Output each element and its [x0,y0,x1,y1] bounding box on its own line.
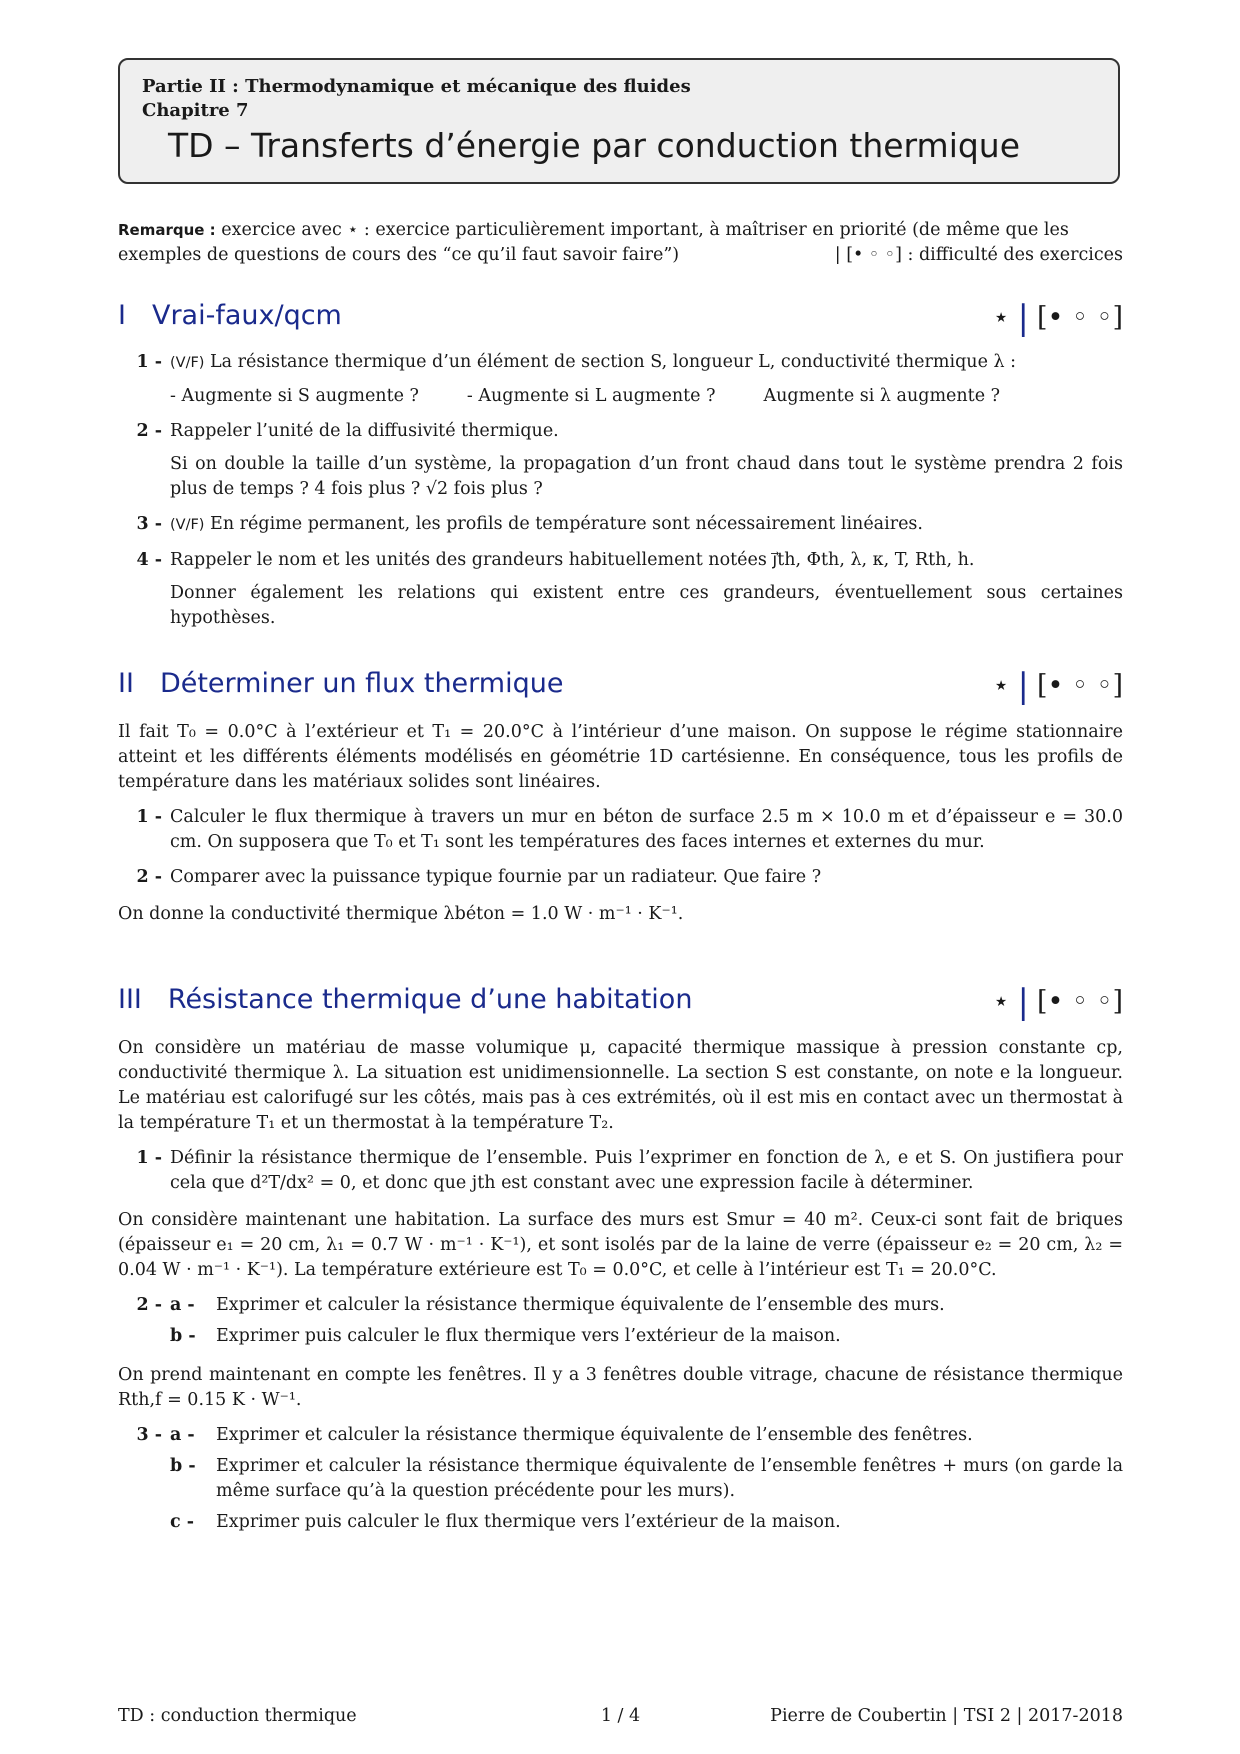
option-text: - Augmente si S augmente ? [170,386,419,406]
page-footer [118,1706,1123,1726]
separator-bar: | [1017,298,1029,338]
sub-question [170,1510,1123,1535]
question-text: Rappeler le nom et les unités des grandeurs habituellement notées j⃗th, Φth, λ, κ, T, Rth, h. [170,550,975,570]
page-number: 1 / 4 [600,1706,641,1726]
difficulty-indicator [993,982,1123,1022]
remark-legend: | [• ◦ ◦] : difficulté des exercices [834,245,1123,265]
sub-question-label: a - [170,1425,195,1445]
star-icon: ⋆ [992,670,1010,701]
remark-text-line1: exercice avec ⋆ : exercice particulièrement important, à maîtriser en priorité (de même que les [221,220,1069,240]
section-3 [118,984,1123,1541]
section-2 [118,668,1123,927]
remark-block [118,218,1123,268]
sub-question-text: Exprimer et calculer la résistance thermique équivalente de l’ensemble fenêtres + murs (on garde la même surface qu’à la question précédente pour les murs). [216,1456,1123,1501]
section-title [118,668,563,699]
page-title: TD – Transferts d’énergie par conduction thermique [168,126,1021,165]
section-title-text: Résistance thermique d’une habitation [167,984,693,1015]
section-title [118,984,692,1015]
question-number: 1 - [136,807,162,827]
question-text: Rappeler l’unité de la diffusivité thermique. [170,421,559,441]
sub-question [170,1293,1123,1318]
paragraph: On considère maintenant une habitation. La surface des murs est Smur = 40 m². Ceux-ci sont fait de briques (épaisseur e₁ = 20 cm, λ₁ = 0.7 W · m⁻¹ · K⁻¹), et sont isolés par de la laine de verre (épaisseur e₂ = 20 cm, λ₂ = 0.04 W · m⁻¹ · K⁻¹). La température extérieure est T₀ = 0.0°C, et celle à l’intérieur est T₁ = 20.0°C. [118,1210,1123,1280]
section-number: I [118,300,126,331]
separator-bar: | [1017,982,1029,1022]
sub-question-label: a - [170,1295,195,1315]
difficulty-indicator [993,666,1123,706]
section-1 [118,300,1123,631]
chapter-label: Chapitre 7 [142,100,249,121]
question-text: La résistance thermique d’un élément de section S, longueur L, conductivité thermique λ : [210,352,1017,372]
true-false-tag: (V/F) [170,517,205,533]
difficulty-indicator [993,298,1123,338]
sub-question-text: Exprimer et calculer la résistance thermique équivalente de l’ensemble des murs. [216,1295,945,1315]
section-title [118,300,342,331]
paragraph: On donne la conductivité thermique λbéton = 1.0 W · m⁻¹ · K⁻¹. [118,904,684,924]
paragraph: Il fait T₀ = 0.0°C à l’extérieur et T₁ = 20.0°C à l’intérieur d’une maison. On suppose le régime stationnaire atteint et les différents éléments modélisés en géométrie 1D cartésienne. En conséquence, tous les profils de température dans les matériaux solides sont linéaires. [118,722,1123,792]
section-number: II [118,668,134,699]
sub-question-label: c - [170,1512,195,1532]
star-icon: ⋆ [992,986,1010,1017]
sub-question [170,1324,1123,1349]
sub-question-text: Exprimer et calculer la résistance thermique équivalente de l’ensemble des fenêtres. [216,1425,973,1445]
option-text: - Augmente si L augmente ? [466,386,716,406]
sub-question-label: b - [170,1456,196,1476]
paragraph: On prend maintenant en compte les fenêtres. Il y a 3 fenêtres double vitrage, chacune de résistance thermique Rth,f = 0.15 K · W⁻¹. [118,1365,1123,1410]
section-title-text: Vrai-faux/qcm [151,300,342,331]
question-item [118,548,1123,631]
question-item [118,1423,1123,1541]
sub-question-text: Exprimer puis calculer le flux thermique vers l’extérieur de la maison. [216,1512,841,1532]
footer-left: TD : conduction thermique [118,1706,357,1726]
question-number: 3 - [136,514,162,534]
remark-text-line2: exemples de questions de cours des “ce qu’il faut savoir faire”) [118,245,680,265]
difficulty-dots: [• ◦ ◦] [1036,986,1123,1017]
sub-question-text: Exprimer puis calculer le flux thermique vers l’extérieur de la maison. [216,1326,841,1346]
question-item [118,512,1123,538]
question-number: 3 - [136,1425,162,1445]
star-icon: ⋆ [992,302,1010,333]
question-text: Comparer avec la puissance typique fournie par un radiateur. Que faire ? [170,867,822,887]
remark-label: Remarque : [118,221,216,239]
section-heading [118,668,1123,708]
question-number: 4 - [136,550,162,570]
question-text: Si on double la taille d’un système, la propagation d’un front chaud dans tout le système prendra 2 fois plus de temps ? 4 fois plus ? √2 fois plus ? [170,454,1123,499]
question-item [118,1293,1123,1355]
question-number: 1 - [136,1148,162,1168]
question-number: 1 - [136,352,162,372]
difficulty-dots: [• ◦ ◦] [1036,302,1123,333]
option-text: Augmente si λ augmente ? [763,386,1001,406]
question-item [118,419,1123,502]
footer-right: Pierre de Coubertin | TSI 2 | 2017-2018 [770,1706,1123,1726]
question-text: Donner également les relations qui existent entre ces grandeurs, éventuellement sous certaines hypothèses. [170,583,1123,628]
question-item [118,805,1123,855]
true-false-tag: (V/F) [170,355,205,371]
difficulty-dots: [• ◦ ◦] [1036,670,1123,701]
question-item [118,865,1123,890]
question-number: 2 - [136,1295,162,1315]
part-label: Partie II : Thermodynamique et mécanique des fluides [142,76,691,97]
question-text: En régime permanent, les profils de température sont nécessairement linéaires. [210,514,923,534]
chapter-header [118,58,1120,184]
separator-bar: | [1017,666,1029,706]
sub-question-label: b - [170,1326,196,1346]
section-number: III [118,984,142,1015]
question-item [118,350,1123,409]
question-text: Définir la résistance thermique de l’ensemble. Puis l’exprimer en fonction de λ, e et S. On justifiera pour cela que d²T/dx² = 0, et donc que jth est constant avec une expression facile à déterminer. [170,1148,1123,1193]
option-row [170,384,1123,409]
section-heading [118,300,1123,340]
question-number: 2 - [136,867,162,887]
section-title-text: Déterminer un flux thermique [159,668,564,699]
section-heading [118,984,1123,1024]
question-text: Calculer le flux thermique à travers un mur en béton de surface 2.5 m × 10.0 m et d’épaisseur e = 30.0 cm. On supposera que T₀ et T₁ sont les températures des faces internes et externes du mur. [170,807,1123,852]
sub-question [170,1423,1123,1448]
question-number: 2 - [136,421,162,441]
question-item [118,1146,1123,1196]
paragraph: On considère un matériau de masse volumique μ, capacité thermique massique à pression constante cp, conductivité thermique λ. La situation est unidimensionnelle. La section S est constante, on note e la longueur. Le matériau est calorifugé sur les côtés, mais pas à ces extrémités, où il est mis en contact avec un thermostat à la température T₁ et un thermostat à la température T₂. [118,1038,1123,1133]
sub-question [170,1454,1123,1504]
